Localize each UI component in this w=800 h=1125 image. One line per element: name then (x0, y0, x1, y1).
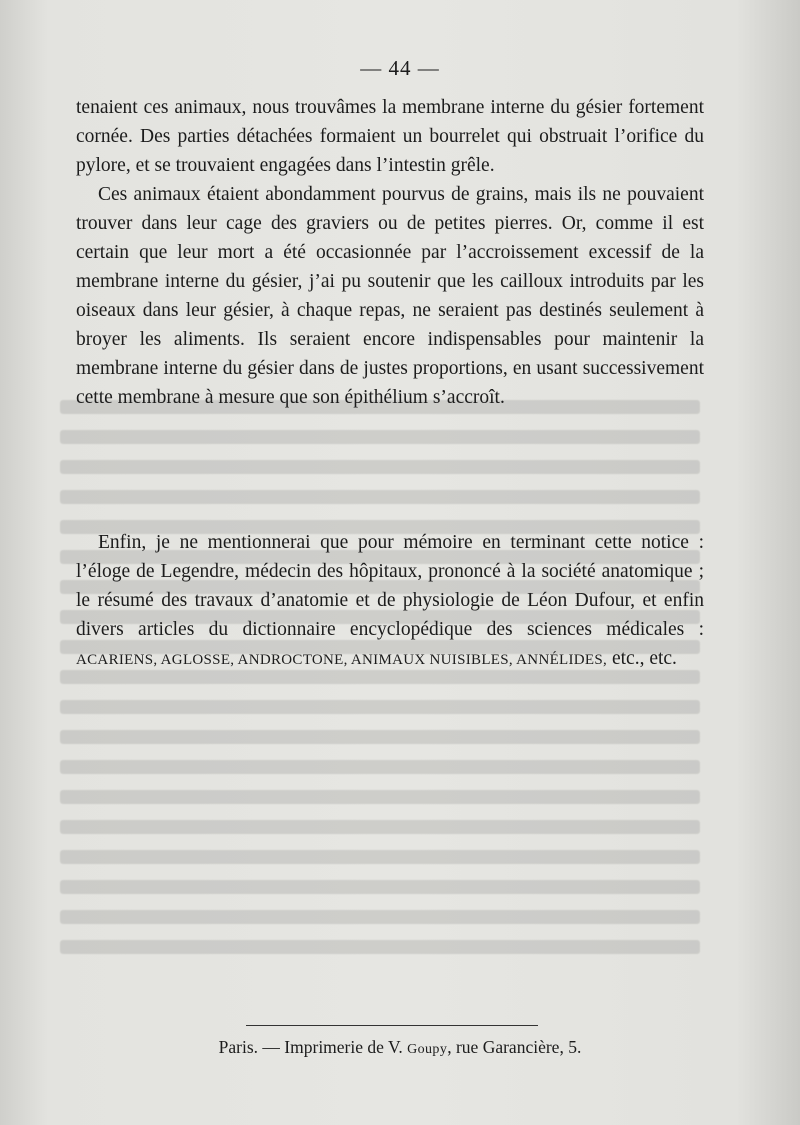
printer-imprint (0, 1037, 800, 1058)
paragraph-continuation: tenaient ces animaux, nous trouvâmes la membrane interne du gésier fortement cornée. Des parties détachées formaient un bourrelet qui obstruait l’orifice du pylore, et se trouvaient engagées dans l’intestin grêle. (76, 97, 704, 176)
footer-rule (246, 1025, 538, 1026)
body-text-bottom (76, 528, 704, 675)
page-number: — 44 — (360, 56, 440, 80)
imprint-printer: Goupy (407, 1042, 448, 1057)
bleed-through-texture (60, 400, 700, 1020)
paragraph-grains: Ces animaux étaient abondamment pourvus de grains, mais ils ne pouvaient trouver dans leur cage des graviers ou de petites pierres. Or, comme il est certain que leur mort a été occasionnée par l’accroissement excessif de la membrane interne du gésier, j’ai pu soutenir que les cailloux introduits par les oiseaux dans leur gésier, à chaque repas, ne seraient pas destinés seulement à broyer les aliments. Ils seraient encore indispensables pour maintenir la membrane interne du gésier dans de justes proportions, en usant successivement cette membrane à mesure que son épithélium s’accroît. (76, 184, 704, 408)
imprint-suffix: , rue Garancière, 5. (447, 1037, 582, 1057)
conclusion-text: Enfin, je ne mentionnerai que pour mémoire en terminant cette notice : l’éloge de Legendre, médecin des hôpitaux, prononcé à la société anatomique ; le résumé des travaux d’anatomie et de physiologie de Léon Dufour, et enfin divers articles du dictionnaire encyclopédique des sciences médicales : (76, 532, 704, 640)
conclusion-ending: etc., etc. (607, 648, 677, 669)
body-text-top (76, 93, 704, 412)
article-list: ACARIENS, AGLOSSE, ANDROCTONE, ANIMAUX NUISIBLES, ANNÉLIDES, (76, 652, 608, 668)
imprint-prefix: Paris. — Imprimerie de V. (218, 1037, 408, 1057)
paragraph-conclusion (76, 528, 704, 675)
